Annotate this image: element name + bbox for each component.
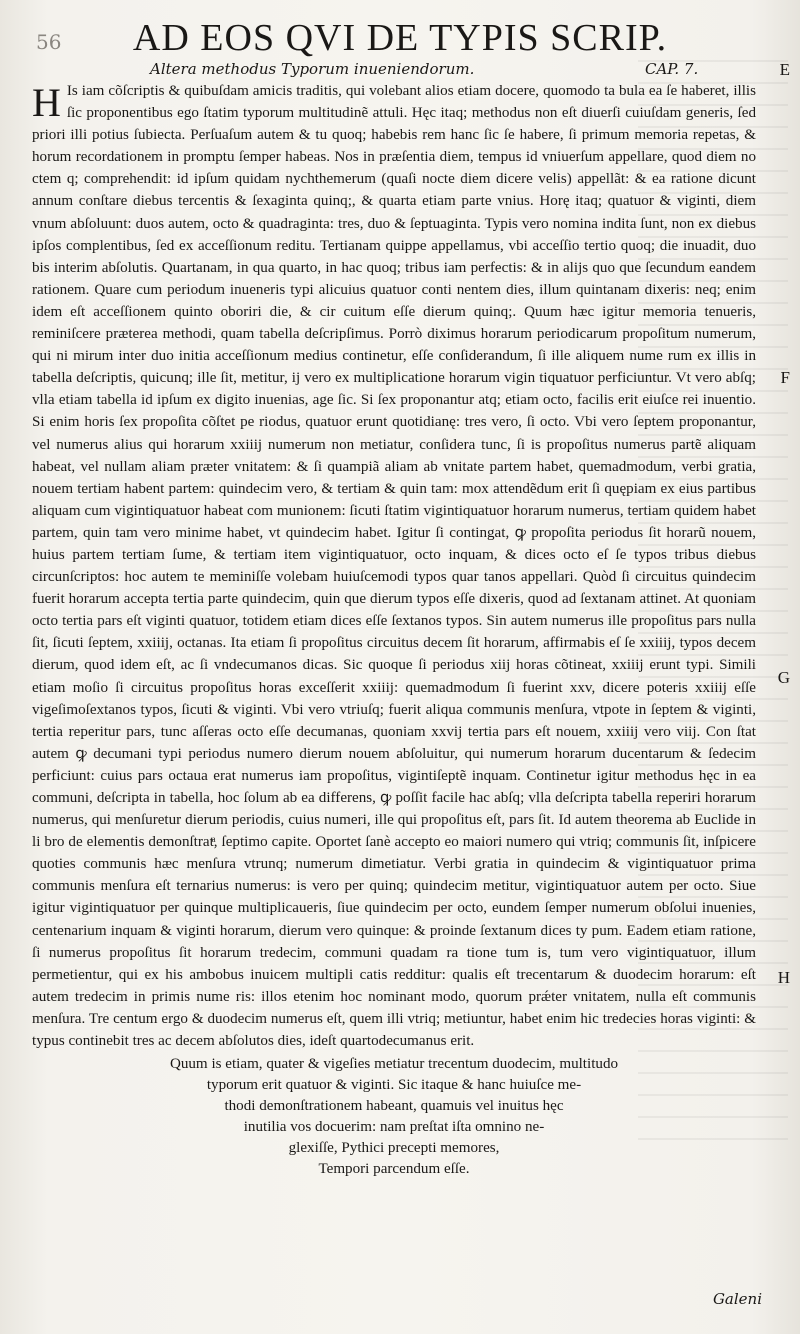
- catchword: Galeni: [712, 1290, 762, 1308]
- closing-block: [32, 1054, 756, 1180]
- closing-line: typorum erit quatuor & viginti. Sic itaque & hanc huiuſce me-: [206, 1077, 582, 1094]
- margin-letter-h: H: [777, 968, 790, 987]
- closing-line: Tempori parcendum eſſe.: [318, 1161, 470, 1178]
- chapter-label: CAP. 7.: [645, 60, 699, 78]
- margin-letter-e: E: [779, 60, 790, 79]
- page-folio: 56: [36, 30, 62, 54]
- closing-line: inutilia vos docuerim: nam preſtat iſta omnino ne-: [243, 1119, 545, 1136]
- closing-line: glexiſſe, Pythici precepti memores,: [288, 1140, 500, 1157]
- section-subhead: Altera methodus Typorum inueniendorum.: [150, 60, 475, 78]
- closing-line: thodi demonſtrationem habeant, quamuis vel inuitus hęc: [224, 1098, 564, 1115]
- closing-line: Quum is etiam, quater & vigeſies metiatur trecentum duodecim, multitudo: [169, 1056, 619, 1073]
- margin-letter-g: G: [777, 668, 790, 687]
- running-head: AD EOS QVI DE TYPIS SCRIP.: [132, 17, 668, 59]
- margin-letter-f: F: [780, 368, 790, 387]
- drop-capital: H: [32, 80, 61, 125]
- body-paragraph: Is iam cõſcriptis & quibuſdam amicis traditis, qui volebant alios etiam docere, quomodo ta bula ea ſe haberet, illis ſic proponentibus ego ſtatim typorum multitudinẽ attuli. Hęc itaq; methodus non eſt diuerſi cuiuſdam generis, ſed priori illi potius ſubiecta. Perſuaſum autem & tu quoq; habebis rem hanc ſic ſe habere, ſi primum memoria repetas, & horum recordationem in promptu ſemper habeas. Nos in præſentia diem, tempus id vniuerſum appellare, quod diem no ctem q; comprehendit: id ipſum quidam nychthemerum (quaſi nocte diem dicere velis) appellãt: & ea ratione dicunt annum conſtare diebus tercentis & ſexaginta quinq;, & quarta etiam parte vnius. Horę itaq; quatuor & viginti, diem vnum abſoluunt: duos autem, octo & quadraginta: tres, duo & ſeptuaginta. Typis vero nomina indita ſunt, non ex diebus ipſos complentibus, ſed ex acceſſionum reditu. Tertianam quippe appellamus, vbi acceſſio tertio quoq; die inuadit, duo bis interim abſolutis. Quartanam, in qua quarto, in hac quoq; tribus iam perfectis: & in alijs quo que ſecundum eandem rationem. Quare cum periodum inueneris typi alicuius quatuor conti nentem dies, illum quintanam dixeris: neq; enim idem eſt acceſſionem quinto oboriri die, & cir cuitum eſſe dierum quinq;. Quum hæc igitur memoria tenueris, reminiſcere præterea methodi, quam tabella deſcripſimus. Porrò diximus horarum periodicarum propoſitum numerum, qui ni mirum inter duo initia acceſſionum medius continetur, eſſe conſiderandum, ſi ille aliquem nume rum ex illis in tabella deſcriptis, quicunq; ille ſit, metitur, ij vero ex multiplicatione horarum vigin tiquatuor perficiuntur. Vt vero abſq; vlla etiam tabella id ipſum ex digito inuenias, age ſic. Si ſex proponantur atq; etiam octo, facilis erit eiuſce rei inuentio. Si enim horis ſex propoſita cõſtet pe riodus, quatuor erunt quotidianę: tres vero, ſi octo. Vbi vero ſeptem proponantur, vel numerus alius qui horarum xxiiij numerum non metiatur, conſidera tunc, ſi is propoſitus numerus partẽ aliquam habeat, vel nullam aliam præter vnitatem: & ſi quampiã aliam ab vnitate partem habet, quemadmodum, verbi gratia, nouem tertiam habent partem: quindecim vero, & tertiam & quin tam: mox attendẽdum erit ſi quępiam ex eius partibus aliquam cum vigintiquatuor habeat com munionem: ſicuti ſtatim vigintiquatuor horarum numerus, tertiam quidem habet partem, quin tam vero minime habet, vt quindecim habet. Igitur ſi contingat, ꝙ propoſita periodus ſit horarũ nouem, huius partem tertiam ſume, & tertiam item vigintiquatuor, octo inquam, & dices octo eſ ſe typos tribus diebus circunſcriptos: hoc autem te meminiſſe volebam huiuſcemodi typos quar tanos appellari. Quòd ſi circuitus quindecim fuerit horarum accepta tertia parte quindecim, quin que dierum typos eſſe dixeris, quod ad ſextanam attinet. At quoniam octo tertia pars eſt viginti quatuor, totidem etiam dices eſſe ſextanos typos. Sin autem numerus ille propoſitus pars nulla ſit, ſicuti ſeptem, xxiiij, octanas. Ita etiam ſi propoſitus circuitus decem ſit horarum, affirmabis eſ ſe xxiiij, typos decem dierum, quod idem eſt, ac ſi vndecumanos dicas. Sic quoque ſi periodus xiij horas cõtineat, xxiiij erunt typi. Simili etiam moſio ſi circuitus propoſitus horas exceſſerit xxiiij: quemadmodum ſi fuerint xxv, dicere poteris xxiiij eſſe vigeſimoſextanos typos, ſicuti & viginti. Vbi vero vtriuſq; fuerit aliqua communis menſura, vtpote in ſeptem & viginti, tertia reperitur pars, tunc aſſeras octo eſſe decumanas, quoniam xxvij tertia pars eſt nouem, xxiiij vero viij. Con ſtat autem ꝙ decumani typi periodus numero dierum nouem abſoluitur, qui numerum horarum ducentarum & ſedecim perficiunt: cuius pars octaua erat numerus iam propoſitus, vigintiſeptẽ inquam. Continetur igitur methodus hęc in ea communi, deſcripta in tabella, hoc ſolum ab ea differens, ꝙ poſſit facile hac abſq; vlla deſcripta tabella reperiri horarum numerus, qui menſuretur dierum periodis, cuius numeri, ille qui propoſitus eſt, pars ſit. Id autem theorema ab Euclide in li bro de elementis demonſtratͣ, ſeptimo capite. Oportet ſanè accepto eo maiori numero qui vtriq; communis ſit, inſpicere quoties communis hæc menſura vtrunq; numerum dimetiatur. Verbi gratia in quindecim & vigintiquatuor prima communis menſura eſt ternarius numerus: is vero per quinq; quindecim metitur, vigintiquatuor autem per octo. Siue igitur vigintiquatuor per quinque multiplicaueris, ſiue quindecim per octo, eundem ſemper numerum obſolui inuenies, centenarium inquam & viginti horarum, dierum vero quinque: & proinde ſextanum dices ty pum. Eadem etiam ratione, ſi numerus propoſitus ſit horarum tredecim, communi quadam ra tione tum is, tum vero vigintiquatuor, illum permetientur, qui ex his ambobus inuicem multipli catis redditur: qualis eſt trecentarum & duodecim horarum: eſt autem tredecim in primis nume ris: illos etenim hoc nominant modo, quorum prǽter vnitatem, nulla eſt communis menſura. Tre centum ergo & duodecim numerus eſt, quem illi vtriq; metiuntur, habet enim hic tredecies horas viginti: & typus continebit tres ac decem abſolutos dies, ideſt quartodecumanus erit.: [32, 83, 756, 1050]
- body-text-block: [32, 80, 756, 1180]
